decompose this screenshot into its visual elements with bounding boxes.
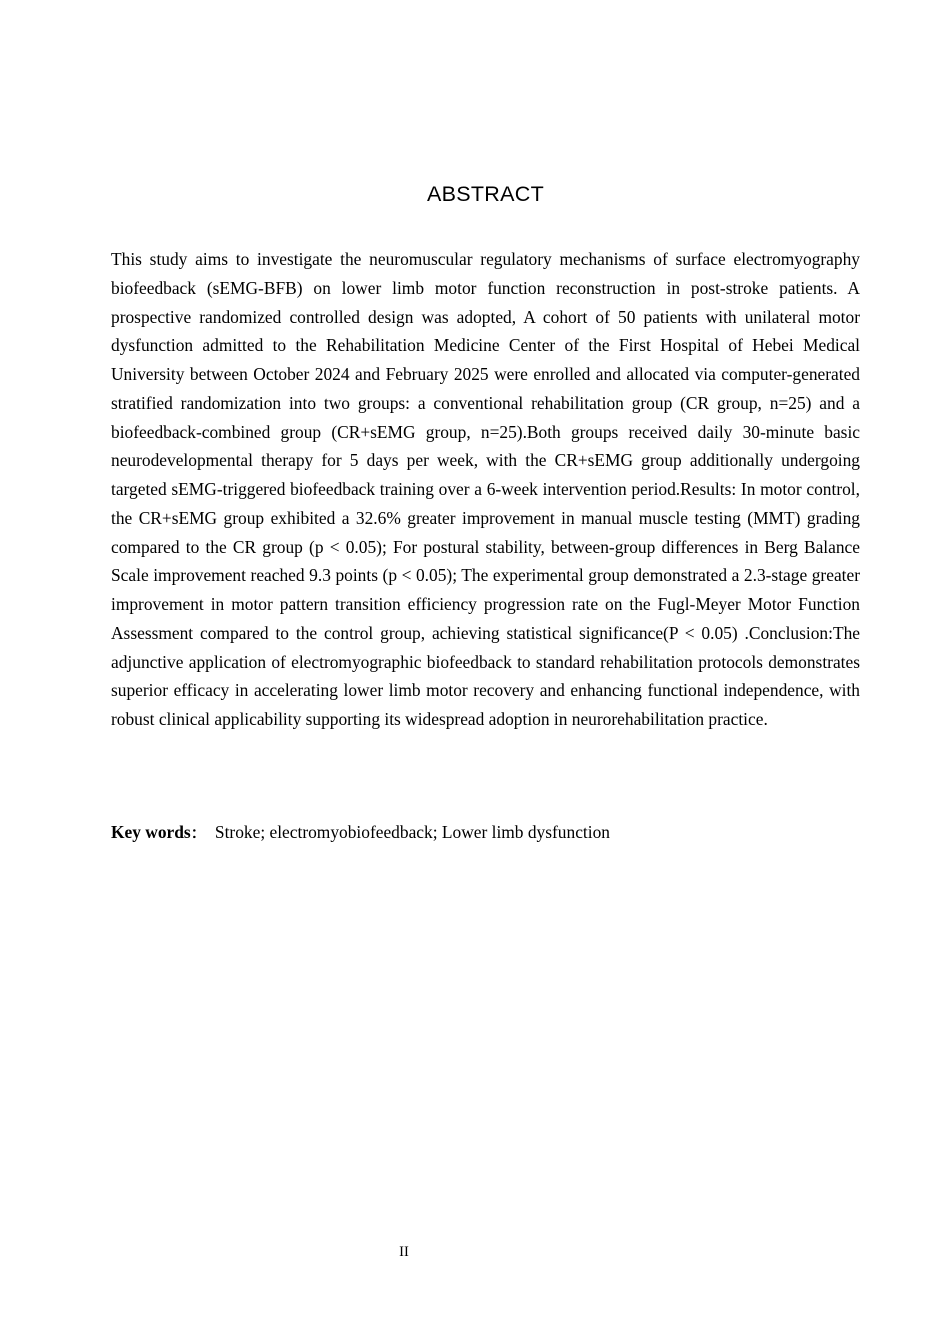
page-number: II: [399, 1244, 409, 1260]
keywords-colon: ：: [190, 824, 207, 842]
abstract-paragraph: This study aims to investigate the neuromuscular regulatory mechanisms of surface electromyography biofeedback (sEMG-BFB) on lower limb motor function reconstruction in post-stroke patients. A prospective randomized controlled design was adopted, A cohort of 50 patients with unilateral motor dysfunction admitted to the Rehabilitation Medicine Center of the First Hospital of Hebei Medical University between October 2024 and February 2025 were enrolled and allocated via computer-generated stratified randomization into two groups: a conventional rehabilitation group (CR group, n=25) and a biofeedback-combined group (CR+sEMG group, n=25).Both groups received daily 30-minute basic neurodevelopmental therapy for 5 days per week, with the CR+sEMG group additionally undergoing targeted sEMG-triggered biofeedback training over a 6-week intervention period.Results: In motor control, the CR+sEMG group exhibited a 32.6% greater improvement in manual muscle testing (MMT) grading compared to the CR group (p < 0.05); For postural stability, between-group differences in Berg Balance Scale improvement reached 9.3 points (p < 0.05); The experimental group demonstrated a 2.3-stage greater improvement in motor pattern transition efficiency progression rate on the Fugl-Meyer Motor Function Assessment compared to the control group, achieving statistical significance(P < 0.05) .Conclusion:The adjunctive application of electromyographic biofeedback to standard rehabilitation protocols demonstrates superior efficacy in accelerating lower limb motor recovery and enhancing functional independence, with robust clinical applicability supporting its widespread adoption in neurorehabilitation practice.: [111, 249, 860, 729]
keywords-line: [111, 818, 860, 848]
keywords-value: Stroke; electromyobiofeedback; Lower limb dysfunction: [214, 822, 610, 842]
page-title: ABSTRACT: [426, 182, 545, 206]
keywords-label: Key words: [111, 822, 191, 842]
